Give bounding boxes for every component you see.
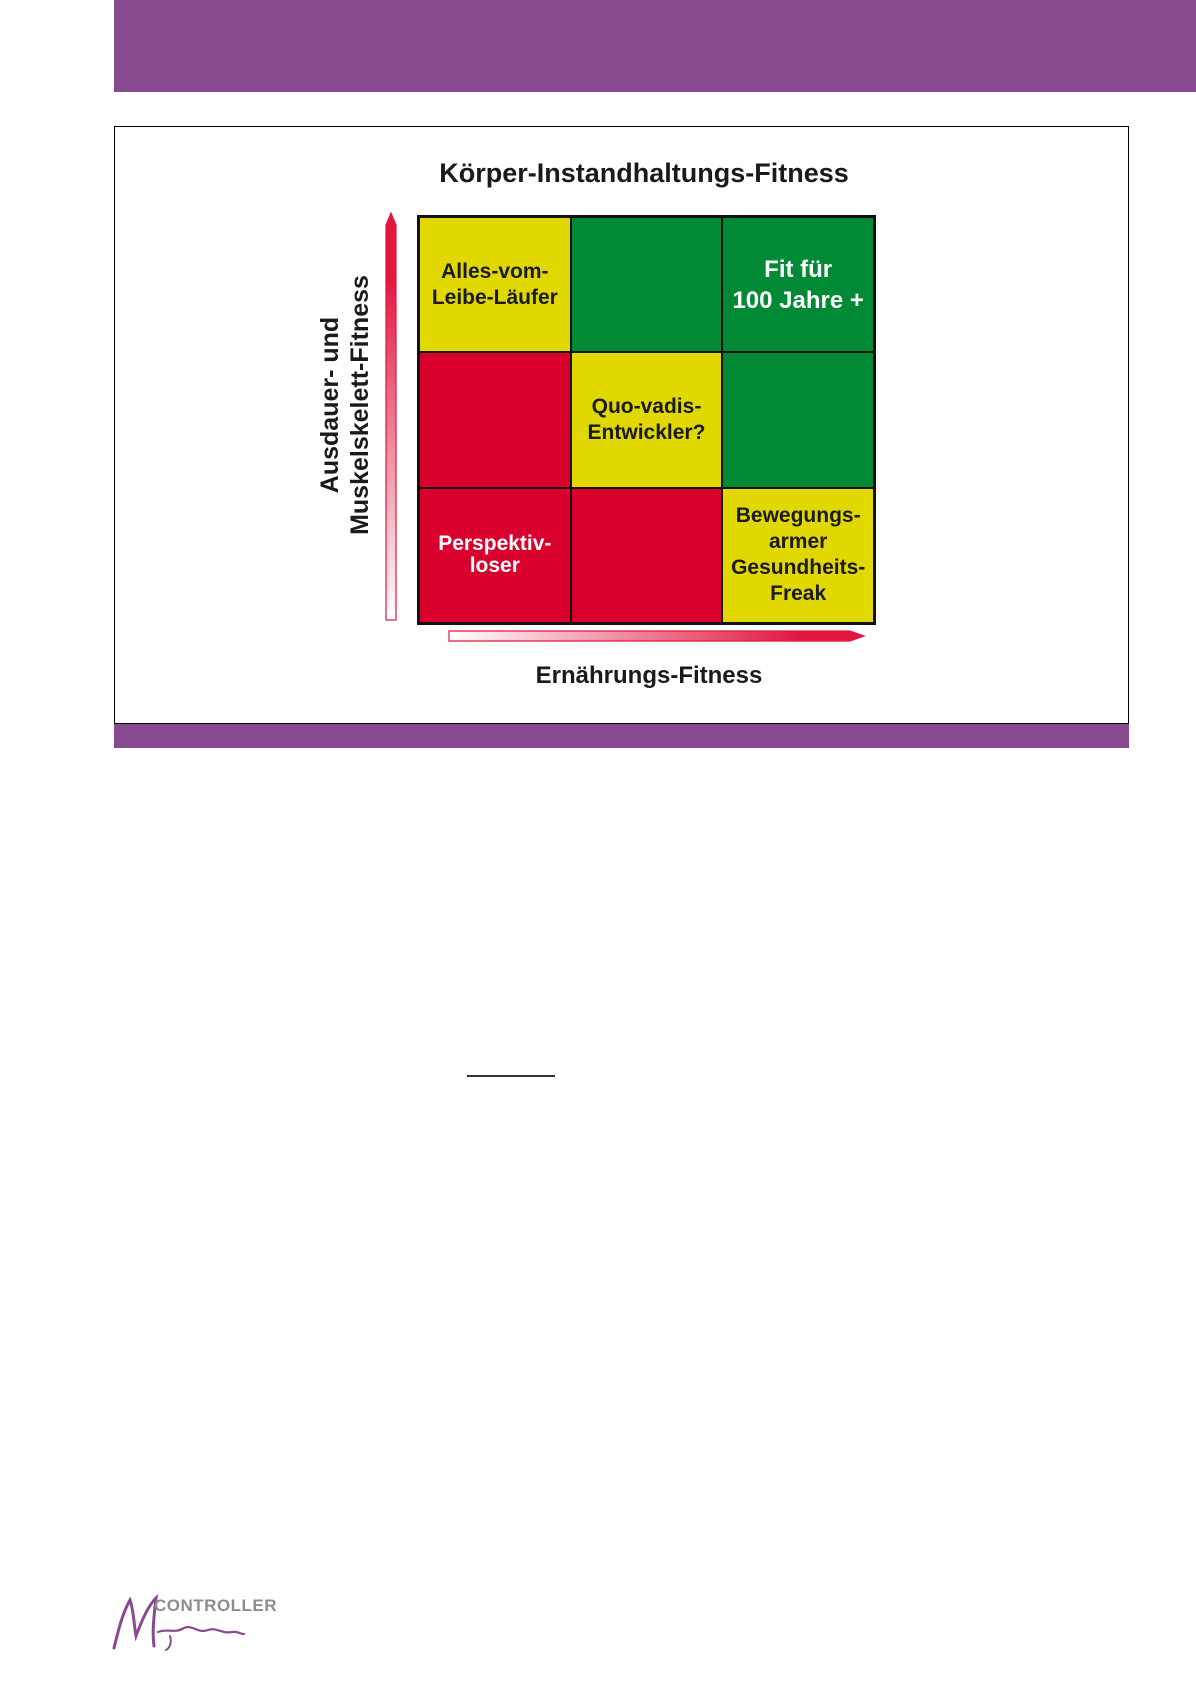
matrix-cell xyxy=(722,488,874,623)
matrix-cell xyxy=(419,217,571,352)
matrix-cell xyxy=(722,217,874,352)
footnote-rule xyxy=(467,1075,555,1077)
controller-magazin-logo xyxy=(112,1592,278,1652)
x-axis-arrow xyxy=(449,631,864,641)
matrix-cell-label: Quo-vadis- Entwickler? xyxy=(587,394,706,444)
matrix-cell-label: Bewegungs- armer Gesundheits- Freak xyxy=(731,504,866,606)
fitness-matrix xyxy=(417,215,876,625)
matrix-cell xyxy=(722,352,874,487)
y-axis-arrow xyxy=(386,213,396,620)
matrix-cell-label: Alles-vom- Leibe-Läufer xyxy=(431,259,558,309)
matrix-cell-label: Perspektiv- loser xyxy=(438,532,552,578)
matrix-cell xyxy=(571,488,723,623)
matrix-cell xyxy=(571,217,723,352)
x-axis-label: Ernährungs-Fitness xyxy=(535,662,763,689)
matrix-cell xyxy=(571,352,723,487)
y-axis-label-line2: Muskelskelett-Fitness xyxy=(346,275,374,535)
matrix-cell xyxy=(419,352,571,487)
logo-text: CONTROLLER xyxy=(154,1596,278,1615)
y-axis-label-line1: Ausdauer- und xyxy=(316,316,344,494)
matrix-cell-label: Fit für 100 Jahre + xyxy=(732,255,864,314)
figure-title: Körper-Instandhaltungs-Fitness xyxy=(439,158,849,188)
matrix-cell xyxy=(419,488,571,623)
